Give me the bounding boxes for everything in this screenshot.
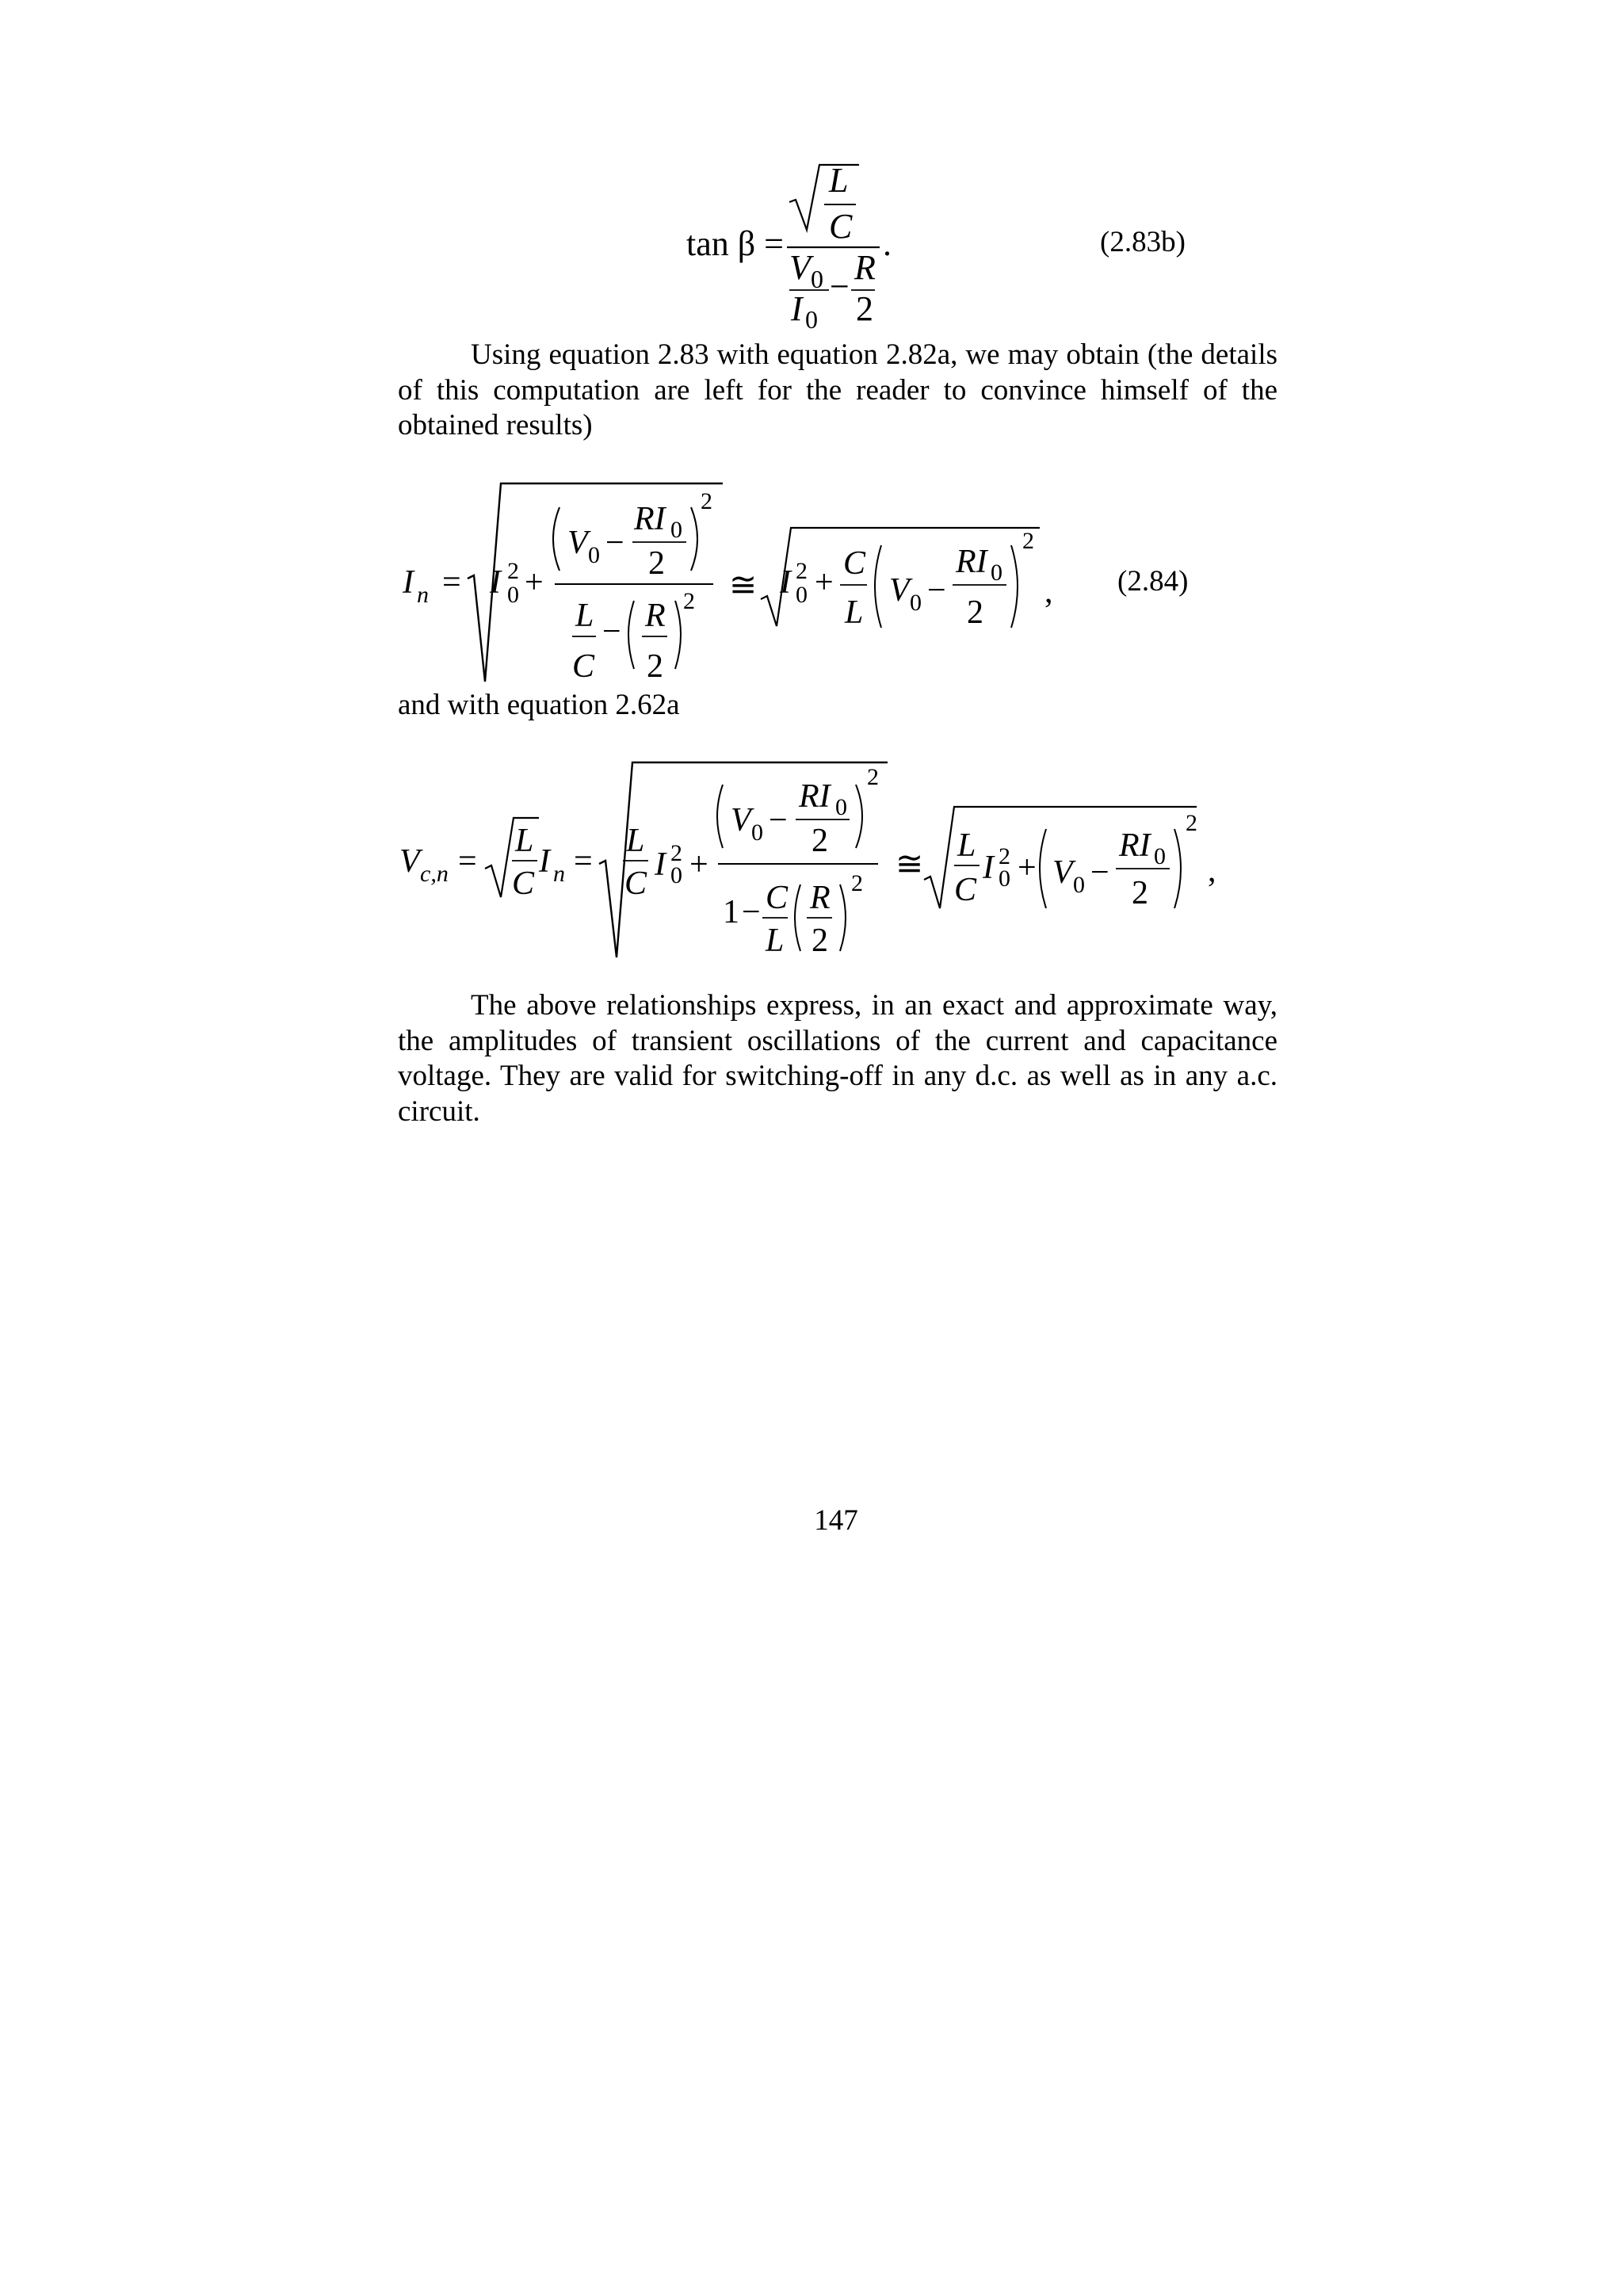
eqvcn-num-RI: RI [799, 778, 831, 815]
eqvcn-r1-L: L [515, 823, 534, 859]
eq284-den-two: 2 [647, 648, 663, 685]
eq284-b-I0: I [780, 564, 791, 601]
eqvcn-b-sup: 2 [1186, 810, 1197, 836]
eq284-b-C: C [843, 545, 866, 582]
eqvcn-num-paren-right [856, 785, 862, 848]
eq284-num-RI: RI [634, 501, 666, 537]
eq284-I0-sup: 2 [507, 558, 519, 584]
eqvcn-lhs-sub: c,n [420, 861, 449, 887]
eqvcn-r1-C: C [512, 865, 535, 902]
eqvcn-den-paren-left [795, 884, 800, 951]
eqvcn-eq-1: = [458, 843, 477, 880]
eqvcn-In: I [539, 843, 550, 880]
eqvcn-num-two: 2 [812, 823, 828, 859]
eqvcn-a-I0-sup: 2 [670, 840, 682, 866]
eq283b-two: 2 [856, 289, 873, 328]
eq284-b-RI: RI [956, 544, 987, 580]
eqvcn-den-C: C [766, 880, 789, 916]
eq284-b-RI-sub: 0 [991, 560, 1002, 586]
eq284-den-R: R [645, 598, 666, 634]
eqvcn-b-plus: + [1018, 850, 1037, 886]
eqvcn-den-R: R [810, 880, 831, 916]
paragraph-2: and with equation 2.62a [398, 689, 680, 721]
page-number: 147 [814, 1504, 858, 1537]
eq284-equals: = [442, 564, 461, 601]
eqvcn-den-one: 1 [723, 894, 739, 930]
eq284-num-RI-sub: 0 [670, 517, 682, 543]
eqvcn-In-sub: n [553, 861, 565, 887]
eq283b-lhs: tan β = [686, 224, 784, 263]
eq283b-period: . [883, 224, 892, 263]
eq284-num-V: V [567, 525, 588, 561]
eq-number-2-84: (2.84) [1117, 565, 1189, 598]
eq284-den-minus: − [602, 613, 621, 650]
eqvcn-num-sup: 2 [867, 764, 879, 790]
eqvcn-a-I0: I [655, 846, 666, 883]
eqvcn-den-L: L [766, 923, 785, 959]
eq284-b-minus: − [927, 572, 946, 609]
eqvcn-approx: ≅ [896, 846, 924, 883]
eqvcn-den-paren-right [840, 884, 846, 951]
eqvcn-num-RI-sub: 0 [835, 794, 847, 820]
eq284-den-sup: 2 [683, 588, 695, 614]
eqvcn-b-RI-sub: 0 [1154, 843, 1166, 869]
eqvcn-a-C: C [624, 865, 647, 902]
eqvcn-num-minus: − [769, 802, 788, 839]
eqvcn-comma: , [1208, 853, 1216, 889]
eq284-den-C: C [572, 648, 595, 685]
eqvcn-b-C: C [954, 872, 977, 908]
eq284-b-I0-sup: 2 [796, 558, 808, 584]
eqvcn-a-plus: + [689, 846, 708, 883]
eq284-lhs-I: I [403, 564, 414, 601]
eq283b-I-sub: 0 [805, 305, 818, 334]
eq283b-V: V [789, 248, 811, 287]
equation-vcn [0, 0, 1623, 999]
eqvcn-lhs-V: V [399, 843, 420, 880]
eq284-b-I0-sub: 0 [796, 582, 808, 608]
eq283b-minus: − [830, 267, 850, 306]
eqvcn-eq-2: = [574, 843, 593, 880]
eqvcn-num-paren-left [717, 785, 723, 848]
eqvcn-b-L: L [957, 827, 976, 864]
eqvcn-den-minus: − [742, 894, 761, 930]
eqvcn-b-I0-sup: 2 [999, 843, 1010, 869]
eqvcn-num-V: V [731, 802, 751, 839]
eq284-I0-sub: 0 [507, 582, 519, 608]
eq284-I0: I [490, 564, 501, 601]
eq284-approx: ≅ [729, 567, 758, 604]
eq284-b-sup: 2 [1022, 528, 1034, 554]
eq283b-num-C: C [829, 207, 853, 246]
eqvcn-b-I0: I [983, 850, 994, 886]
eq284-comma: , [1044, 574, 1053, 610]
eq284-num-sup: 2 [701, 488, 712, 514]
eq283b-R: R [854, 248, 876, 287]
eqvcn-den-two: 2 [812, 923, 828, 959]
eqvcn-a-L: L [626, 823, 645, 859]
eq284-b-two: 2 [967, 594, 983, 631]
eq284-num-V-sub: 0 [588, 542, 600, 568]
eq-number-2-83b: (2.83b) [1100, 226, 1186, 258]
eqvcn-b-RI: RI [1119, 827, 1151, 864]
eq283b-num-L: L [829, 161, 849, 200]
paragraph-3: The above relationships express, in an exact and approximate way, the amplitudes of transient oscillations of the current and capacitance voltage. They are valid for switching-off in any d.c. as well as in any a.c. circuit. [398, 989, 1277, 1128]
eqvcn-b-two: 2 [1132, 875, 1148, 911]
eq284-b-V-sub: 0 [910, 590, 922, 616]
paragraph-1: Using equation 2.83 with equation 2.82a, we may obtain (the details of this computation are left for the reader to convince himself of the obtained results) [398, 338, 1277, 441]
eq284-b-V: V [889, 572, 910, 609]
eq284-b-plus: + [815, 564, 834, 601]
eq283b-V-sub: 0 [811, 265, 823, 293]
eq284-num-two: 2 [648, 545, 665, 582]
eqvcn-b-paren-left [1040, 829, 1046, 908]
eqvcn-num-V-sub: 0 [751, 819, 763, 846]
eq283b-I: I [791, 289, 803, 328]
eqvcn-b-I0-sub: 0 [999, 865, 1010, 892]
eq284-plus: + [525, 564, 544, 601]
eq284-lhs-sub: n [417, 582, 429, 608]
eq284-den-L: L [575, 598, 594, 634]
eqvcn-b-paren-right [1174, 829, 1181, 908]
eqvcn-b-minus: − [1090, 854, 1109, 891]
eqvcn-b-V: V [1052, 854, 1073, 891]
eq284-b-L: L [845, 594, 864, 631]
eqvcn-b-V-sub: 0 [1073, 872, 1085, 898]
eqvcn-a-I0-sub: 0 [670, 862, 682, 888]
eq284-num-minus: − [605, 525, 624, 561]
eqvcn-den-sup: 2 [851, 870, 863, 896]
